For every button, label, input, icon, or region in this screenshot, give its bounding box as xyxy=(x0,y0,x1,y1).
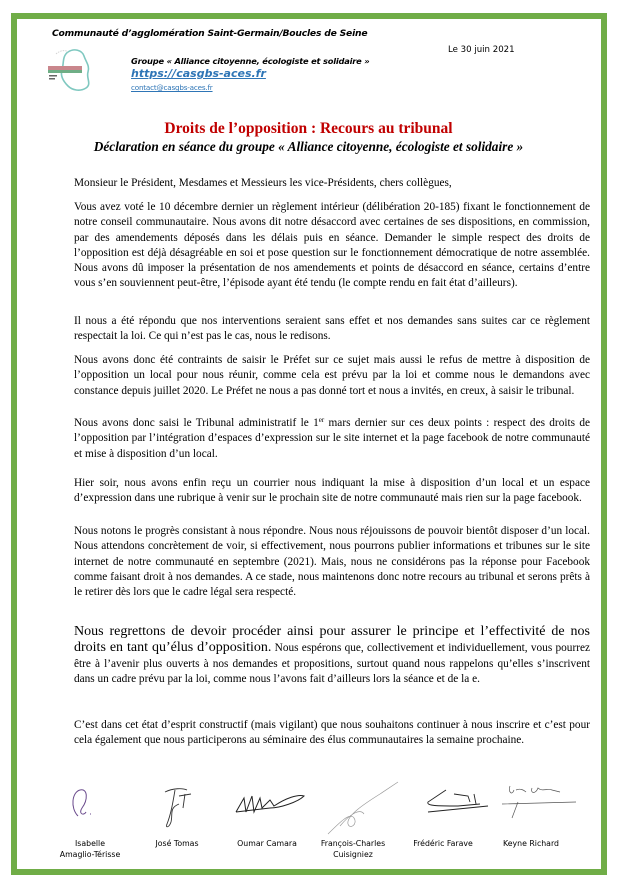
paragraph-6 xyxy=(74,524,590,600)
paragraph-text: Il nous a été répondu que nos interventions seraient sans effet et nos demandes sans suites car ce règlement respectait la loi. Ce qui n’est pas le cas, nous le redisons. xyxy=(74,315,590,343)
paragraph-text-part: Nous avons donc saisi le Tribunal administratif le 1 xyxy=(74,417,319,429)
email-link[interactable]: contact@casgbs-aces.fr xyxy=(131,83,213,92)
superscript: er xyxy=(318,416,325,424)
page-title: Droits de l’opposition : Recours au tribunal xyxy=(164,120,453,137)
paragraph-text-part: mars dernier sur ces deux points : respect des droits de l’opposition par l’intégration d’espaces d’expression sur le site internet et la page facebook de notre communauté et mise à disposition d’un local. xyxy=(74,417,590,460)
signatory-name-line: Amaglio-Térisse xyxy=(59,850,121,859)
signatures-row xyxy=(38,778,578,838)
signature-image xyxy=(418,778,498,838)
paragraph-text xyxy=(74,624,590,687)
signatory-name-line: Keyne Richard xyxy=(503,839,559,848)
signatory-name-line: Cuisigniez xyxy=(333,850,373,859)
signatory-name-line: François-Charles xyxy=(320,839,386,848)
salutation-text: Monsieur le Président, Mesdames et Messieurs les vice-Présidents, chers collègues, xyxy=(74,177,452,189)
document-date: Le 30 juin 2021 xyxy=(448,45,515,55)
signatory-name-line: Frédéric Farave xyxy=(413,839,473,848)
paragraph-text: Nous avons donc été contraints de saisir le Préfet sur ce sujet mais aussi le refus de mettre à disposition de l’opposition un local pour nous réunir, comme cela est prévu par la loi et comme nous le demandons avec constance depuis juillet 2020. Le Préfet ne nous a pas donné tort et nous a invités, en creux, à saisir le tribunal. xyxy=(74,354,590,397)
paragraph-text-emphasis: Nous regrettons de devoir procéder ainsi pour assurer le principe et l’effectivité de nos droits en tant qu’élus d’opposition. xyxy=(74,624,590,656)
paragraph-text: Nous notons le progrès consistant à nous répondre. Nous nous réjouissons de pouvoir bientôt disposer d’un local. Nous attendons concrètement de voir, si effectivement, nous pourrons publier informations et tribunes sur le site internet de notre communauté en septembre (2021). Mais, nous ne considérons pas la réponse pour Facebook comme faisant droit à nos demandes. A ce stade, nous maintenons donc notre recours au tribunal et serons prêts à le retirer dès lors que le cadre légal sera respecté. xyxy=(74,525,590,599)
paragraph-5 xyxy=(74,476,590,507)
signature-image xyxy=(143,778,223,838)
signatory-name-line: Isabelle xyxy=(74,839,105,848)
paragraph-text: Vous avez voté le 10 décembre dernier un règlement intérieur (délibération 20-185) fixant le fonctionnement de notre conseil communautaire. Nous avons dit notre désaccord avec certaines de ses dispositions, en commission, par des amendements déposés dans les délais puis en séance. Demander le simple respect des droits de l’opposition est déjà désagréable en soi et pose question sur le fonctionnement démocratique de notre assemblée. Nous avons dû imposer la présentation de nos amendements et points de désaccord en séance, certains d’entre vous s’en souviennent peut-être, l’épisode ayant été tendu (le compte rendu en fait état d’ailleurs). xyxy=(74,201,590,290)
signatory-name xyxy=(476,838,586,849)
signatory-name-line: José Tomas xyxy=(155,839,199,848)
paragraph-text-part: Nous espérons que, collectivement et individuellement, vous pourrez être à l’avenir plus ouverts à nos demandes et propositions, surtout quand nous rappelons qu’elles s’inscrivent dans un cadre prévu par la loi, comme nous l’avons fait d’ailleurs lors la séance et de la e. xyxy=(74,642,590,685)
signature-image xyxy=(498,778,578,838)
signatory-names xyxy=(30,838,590,868)
signatory-name-line: Oumar Camara xyxy=(237,839,297,848)
paragraph-1 xyxy=(74,200,590,292)
paragraph-3 xyxy=(74,353,590,399)
paragraph-text xyxy=(74,416,590,462)
salutation xyxy=(74,176,590,191)
page-subtitle: Déclaration en séance du groupe « Alliance citoyenne, écologiste et solidaire » xyxy=(93,139,524,154)
paragraph-text: C’est dans cet état d’esprit constructif (mais vigilant) que nous souhaitons continuer à nous inscrire et c’est pour cela également que nous participerons au séminaire des élus communautaires la semaine prochaine. xyxy=(74,719,590,747)
signature-image xyxy=(320,778,400,838)
group-name: Groupe « Alliance citoyenne, écologiste et solidaire » xyxy=(131,56,370,66)
website-link[interactable]: https://casgbs-aces.fr xyxy=(131,67,266,80)
paragraph-4 xyxy=(74,416,590,462)
group-logo-icon xyxy=(46,46,96,94)
paragraph-2 xyxy=(74,314,590,345)
paragraph-8 xyxy=(74,718,590,749)
signature-image xyxy=(230,778,310,838)
paragraph-text: Hier soir, nous avons enfin reçu un courrier nous indiquant la mise à disposition d’un local et un espace d’expression dans une rubrique à venir sur le prochain site de notre communauté mais rien sur la page facebook. xyxy=(74,477,590,505)
organization-name: Communauté d’agglomération Saint-Germain/Boucles de Seine xyxy=(52,28,368,39)
paragraph-7 xyxy=(74,624,590,687)
signature-image xyxy=(48,778,128,838)
